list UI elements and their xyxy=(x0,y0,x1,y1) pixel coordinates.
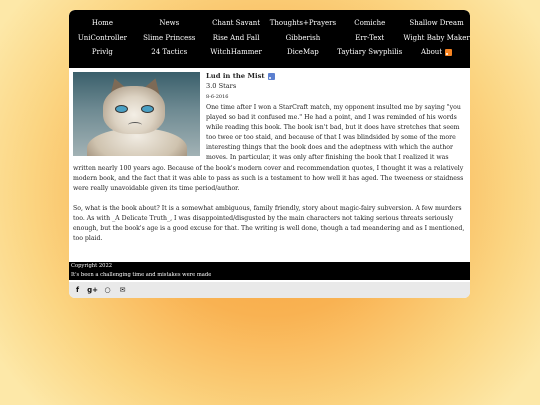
main-nav xyxy=(69,10,470,68)
footer xyxy=(69,262,470,280)
grumpy-cat-photo xyxy=(73,72,200,156)
nav-item-rise-and-fall[interactable]: Rise And Fall xyxy=(212,33,260,42)
nav-item-privlg[interactable]: Privlg xyxy=(91,48,113,57)
nav-item-witchhammer[interactable]: WitchHammer xyxy=(210,48,262,57)
post-title-text: Lud in the Mist xyxy=(206,72,265,80)
page-container xyxy=(69,10,470,298)
copyright-text: Copyright 2022 xyxy=(71,263,113,269)
nav-item-home[interactable]: Home xyxy=(91,19,113,27)
email-icon[interactable]: ✉ xyxy=(119,286,126,294)
nav-item-wight-baby-maker[interactable]: Wight Baby Maker xyxy=(403,33,470,42)
nav-item-24-tactics[interactable]: 24 Tactics xyxy=(151,48,188,57)
footer-tagline: It's been a challenging time and mistakes were made xyxy=(71,272,212,278)
nav-item-dicemap[interactable]: DiceMap xyxy=(287,48,319,57)
post-title xyxy=(206,71,466,81)
post xyxy=(69,68,470,254)
nav-item-chant-savant[interactable]: Chant Savant xyxy=(212,19,261,27)
nav-item-thoughts-prayers[interactable]: Thoughts+Prayers xyxy=(269,19,337,27)
reddit-icon[interactable]: ○ xyxy=(104,286,111,294)
post-rating: 3.0 Stars xyxy=(206,82,237,90)
nav-item-about[interactable]: About xyxy=(421,48,443,57)
facebook-icon[interactable]: f xyxy=(75,286,80,294)
rss-icon[interactable] xyxy=(445,49,452,56)
google-plus-icon[interactable]: g+ xyxy=(87,286,98,294)
nav-item-unicontroller[interactable]: UniController xyxy=(77,33,127,42)
post-date: 8-6-2016 xyxy=(206,94,229,100)
social-share-bar xyxy=(69,282,470,298)
nav-item-news[interactable]: News xyxy=(159,19,180,27)
nav-item-slime-princess[interactable]: Slime Princess xyxy=(143,33,196,42)
post-paragraph: One time after I won a StarCraft match, my opponent insulted me by saying "you played so bad it confused me." He had a point, and I was reminded of his words while reading this book. The book isn't bad, but it does have stretches that seem too twee or too staid, and because of that I was blindsided by some of the more interesting things that the book does and the adeptness with which the author moves. In particular, it was only after finishing the book that I realized it was written nearly 100 years ago. Because of the book's modern cover and recommendation quotes, I thought it was a relatively modern book, and the fact that it was able to pass as such is a testament to how well it has aged. The tweeness or staidness were really unavoidable given its time period/author. xyxy=(73,104,464,192)
rss-icon[interactable] xyxy=(268,73,275,80)
nav-item-taytiary-swyphilis[interactable]: Taytiary Swyphilis xyxy=(337,48,403,57)
nav-item-about-wrapper xyxy=(403,45,470,60)
nav-item-err-text[interactable]: Err-Text xyxy=(355,33,385,42)
nav-item-gibberish[interactable]: Gibberish xyxy=(285,33,321,42)
nav-item-comiche[interactable]: Comiche xyxy=(354,19,386,27)
nav-item-shallow-dream[interactable]: Shallow Dream xyxy=(409,19,464,27)
post-paragraph: So, what is the book about? It is a somewhat ambiguous, family friendly, story about magic-fairy subversion. A few murders too. As with _A Delicate Truth_, I was disappointed/disgusted by the main characters not taking serious threats seriously enough, but the book's age is a good excuse for that. The writing is well done, though a tad meandering and as I mentioned, too plaid. xyxy=(73,204,465,243)
